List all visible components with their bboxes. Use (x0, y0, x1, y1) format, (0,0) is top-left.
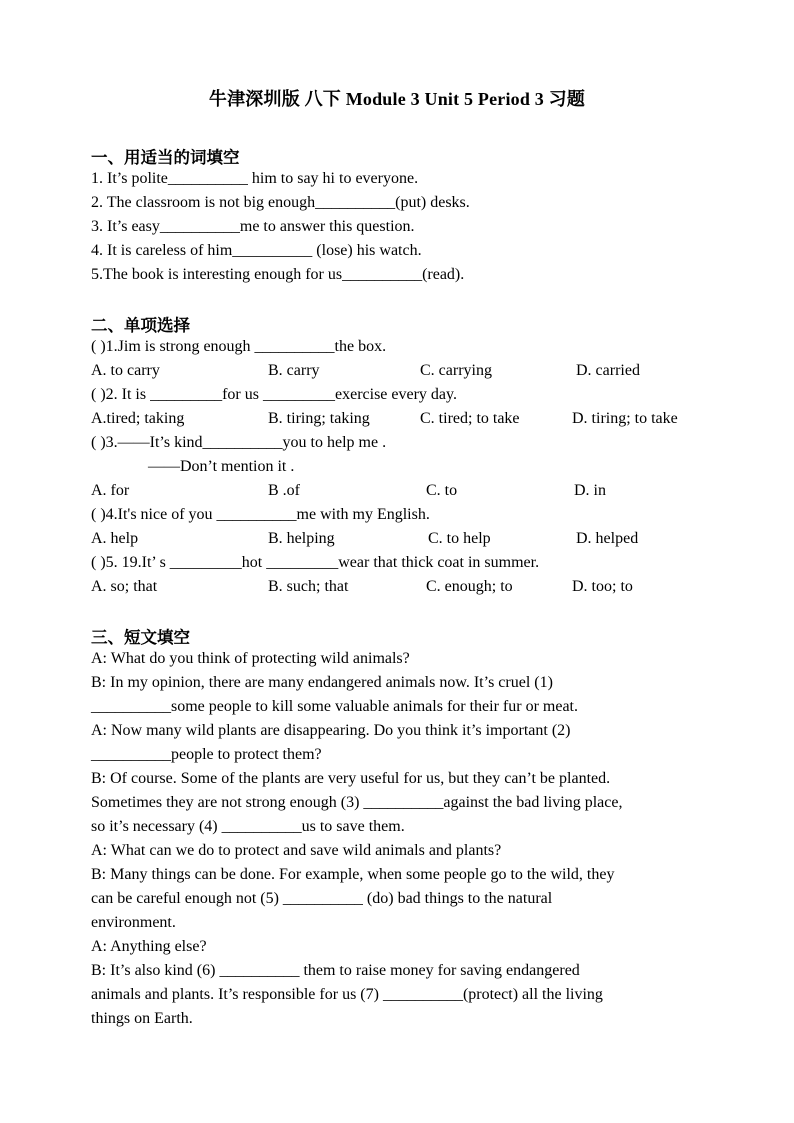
question-5-option-d: D. too; to (572, 578, 633, 595)
question-5-stem: ( )5. 19.It’ s _________hot _________wear that thick coat in summer. (91, 554, 540, 571)
question-2-stem: ( )2. It is _________for us _________exercise every day. (91, 386, 457, 403)
fill-in-item-3: 3. It’s easy__________me to answer this question. (91, 218, 415, 235)
section-2-heading: 二、单项选择 (91, 316, 190, 335)
question-1-option-b: B. carry (268, 362, 320, 379)
question-4-option-a: A. help (91, 530, 139, 547)
passage-line-7: Sometimes they are not strong enough (3) __________against the bad living place, (91, 794, 623, 811)
question-2-option-c: C. tired; to take (420, 410, 520, 427)
passage-line-6: B: Of course. Some of the plants are very useful for us, but they can’t be planted. (91, 770, 611, 787)
fill-in-item-4: 4. It is careless of him__________ (lose) his watch. (91, 242, 422, 259)
passage-line-3: __________some people to kill some valuable animals for their fur or meat. (91, 698, 578, 715)
question-1-option-a: A. to carry (91, 362, 160, 379)
question-2-option-d: D. tiring; to take (572, 410, 678, 427)
question-3-stem: ( )3.——It’s kind__________you to help me . (91, 434, 387, 451)
question-3-option-c: C. to (426, 482, 458, 499)
question-4-option-d: D. helped (576, 530, 639, 547)
question-3-option-b: B .of (268, 482, 300, 499)
passage-line-15: animals and plants. It’s responsible for us (7) __________(protect) all the living (91, 986, 603, 1003)
passage-line-10: B: Many things can be done. For example, when some people go to the wild, they (91, 866, 615, 883)
question-5-option-a: A. so; that (91, 578, 158, 595)
passage-line-11: can be careful enough not (5) __________ (do) bad things to the natural (91, 890, 553, 907)
question-3-stem-reply: ——Don’t mention it . (148, 458, 295, 475)
question-4-stem: ( )4.It's nice of you __________me with my English. (91, 506, 430, 523)
question-3-option-d: D. in (574, 482, 606, 499)
section-1-heading: 一、用适当的词填空 (91, 148, 240, 167)
page-title: 牛津深圳版 八下 Module 3 Unit 5 Period 3 习题 (208, 89, 586, 109)
question-4-option-b: B. helping (268, 530, 335, 547)
passage-line-4: A: Now many wild plants are disappearing. Do you think it’s important (2) (91, 722, 571, 739)
passage-line-2: B: In my opinion, there are many endangered animals now. It’s cruel (1) (91, 674, 553, 691)
passage-line-13: A: Anything else? (91, 938, 207, 955)
question-1-option-d: D. carried (576, 362, 640, 379)
passage-line-1: A: What do you think of protecting wild animals? (91, 650, 410, 667)
question-1-stem: ( )1.Jim is strong enough __________the box. (91, 338, 387, 355)
passage-line-16: things on Earth. (91, 1010, 193, 1027)
fill-in-item-1: 1. It’s polite__________ him to say hi to everyone. (91, 170, 419, 187)
fill-in-item-2: 2. The classroom is not big enough__________(put) desks. (91, 194, 470, 211)
passage-line-9: A: What can we do to protect and save wild animals and plants? (91, 842, 502, 859)
question-3-option-a: A. for (91, 482, 130, 499)
question-2-option-b: B. tiring; taking (268, 410, 370, 427)
question-5-option-b: B. such; that (268, 578, 349, 595)
question-4-option-c: C. to help (428, 530, 491, 547)
passage-line-14: B: It’s also kind (6) __________ them to raise money for saving endangered (91, 962, 580, 979)
passage-line-8: so it’s necessary (4) __________us to save them. (91, 818, 405, 835)
question-5-option-c: C. enough; to (426, 578, 513, 595)
passage-line-5: __________people to protect them? (91, 746, 322, 763)
fill-in-item-5: 5.The book is interesting enough for us__________(read). (91, 266, 465, 283)
section-3-heading: 三、短文填空 (91, 628, 190, 647)
question-1-option-c: C. carrying (420, 362, 492, 379)
passage-line-12: environment. (91, 914, 176, 931)
question-2-option-a: A.tired; taking (91, 410, 185, 427)
